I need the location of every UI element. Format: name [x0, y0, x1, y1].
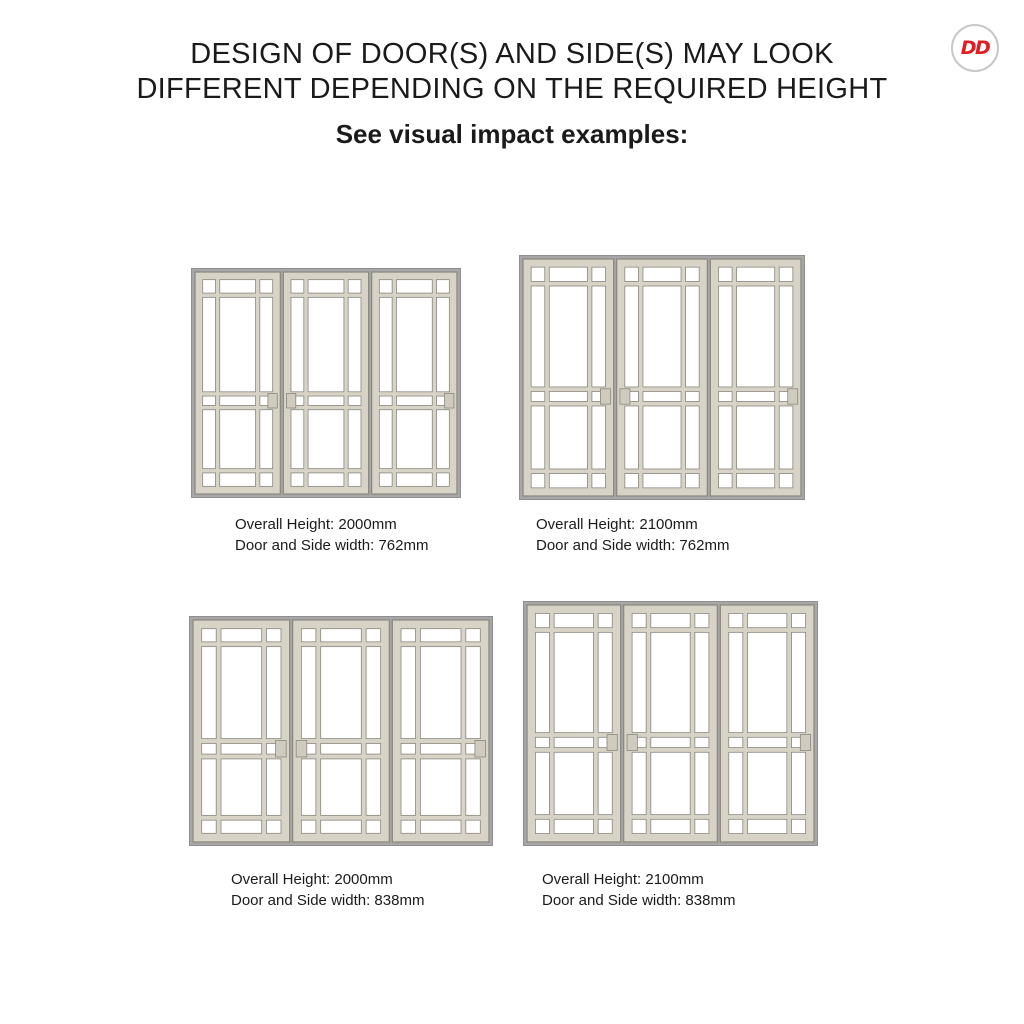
glass-pane: [301, 647, 316, 739]
glass-pane: [221, 647, 262, 739]
glass-pane: [729, 737, 743, 747]
glass-pane: [437, 297, 450, 391]
example-4-illustration: [523, 601, 818, 846]
glass-pane: [531, 474, 545, 488]
glass-pane: [203, 473, 216, 486]
glass-pane: [379, 280, 392, 293]
glass-pane: [348, 410, 361, 469]
glass-pane: [592, 286, 606, 387]
glass-pane: [437, 280, 450, 293]
glass-pane: [266, 647, 281, 739]
glass-pane: [779, 267, 793, 281]
glass-pane: [301, 820, 316, 833]
glass-pane: [202, 759, 217, 815]
glass-pane: [396, 280, 432, 293]
glass-pane: [348, 280, 361, 293]
glass-pane: [308, 396, 344, 405]
glass-pane: [366, 629, 381, 642]
glass-pane: [221, 743, 262, 754]
glass-pane: [643, 474, 681, 488]
glass-pane: [401, 743, 416, 754]
glass-pane: [792, 613, 806, 627]
example-1-overall-height: Overall Height: 2000mm: [235, 516, 397, 533]
glass-pane: [686, 474, 700, 488]
glass-pane: [466, 647, 481, 739]
example-4-caption: [542, 869, 735, 911]
glass-pane: [643, 391, 681, 401]
example-2-illustration: [519, 255, 805, 500]
glass-pane: [718, 286, 732, 387]
glass-pane: [260, 473, 273, 486]
glass-pane: [466, 759, 481, 815]
example-3-caption: [231, 869, 424, 911]
glass-pane: [420, 629, 461, 642]
handle-block: [286, 394, 295, 409]
glass-pane: [203, 410, 216, 469]
glass-pane: [420, 820, 461, 833]
glass-pane: [779, 406, 793, 469]
glass-pane: [202, 647, 217, 739]
glass-pane: [592, 406, 606, 469]
glass-pane: [437, 473, 450, 486]
glass-pane: [321, 629, 362, 642]
glass-pane: [643, 267, 681, 281]
glass-pane: [549, 474, 587, 488]
glass-pane: [321, 647, 362, 739]
glass-pane: [531, 406, 545, 469]
glass-pane: [554, 613, 593, 627]
glass-pane: [695, 819, 709, 833]
glass-pane: [686, 406, 700, 469]
glass-pane: [301, 759, 316, 815]
glass-pane: [379, 297, 392, 391]
glass-pane: [747, 632, 786, 732]
glass-pane: [291, 297, 304, 391]
glass-pane: [321, 759, 362, 815]
glass-pane: [220, 297, 256, 391]
glass-pane: [202, 629, 217, 642]
glass-pane: [737, 406, 775, 469]
heading-line-1: DESIGN OF DOOR(S) AND SIDE(S) MAY LOOK: [190, 38, 834, 70]
example-2-overall-height: Overall Height: 2100mm: [536, 516, 698, 533]
glass-pane: [549, 406, 587, 469]
glass-pane: [651, 819, 690, 833]
heading-line-2: DIFFERENT DEPENDING ON THE REQUIRED HEIGHT: [136, 73, 888, 105]
handle-block: [607, 734, 617, 750]
glass-pane: [531, 391, 545, 401]
glass-pane: [632, 752, 646, 814]
glass-pane: [203, 297, 216, 391]
glass-pane: [554, 632, 593, 732]
glass-pane: [266, 759, 281, 815]
glass-pane: [737, 267, 775, 281]
glass-pane: [203, 396, 216, 405]
glass-pane: [203, 280, 216, 293]
example-1-caption: [235, 514, 428, 556]
glass-pane: [792, 752, 806, 814]
glass-pane: [729, 613, 743, 627]
glass-pane: [592, 267, 606, 281]
glass-pane: [401, 629, 416, 642]
glass-pane: [718, 267, 732, 281]
glass-pane: [535, 819, 549, 833]
glass-pane: [221, 629, 262, 642]
glass-pane: [266, 820, 281, 833]
glass-pane: [202, 743, 217, 754]
glass-pane: [686, 286, 700, 387]
glass-pane: [308, 410, 344, 469]
glass-pane: [466, 820, 481, 833]
example-4-door-set: [523, 601, 818, 846]
glass-pane: [625, 286, 639, 387]
glass-pane: [598, 819, 612, 833]
glass-pane: [220, 280, 256, 293]
glass-pane: [643, 406, 681, 469]
glass-pane: [348, 396, 361, 405]
glass-pane: [535, 752, 549, 814]
glass-pane: [632, 613, 646, 627]
glass-pane: [729, 752, 743, 814]
example-2-door-set: [519, 255, 805, 500]
glass-pane: [321, 743, 362, 754]
glass-pane: [535, 613, 549, 627]
example-2-caption: [536, 514, 729, 556]
handle-block: [445, 394, 454, 409]
glass-pane: [420, 647, 461, 739]
example-3-door-set: [189, 616, 493, 846]
glass-pane: [747, 752, 786, 814]
glass-pane: [401, 647, 416, 739]
glass-pane: [379, 473, 392, 486]
glass-pane: [308, 280, 344, 293]
glass-pane: [598, 613, 612, 627]
glass-pane: [625, 267, 639, 281]
glass-pane: [549, 267, 587, 281]
glass-pane: [260, 297, 273, 391]
glass-pane: [554, 819, 593, 833]
glass-pane: [779, 286, 793, 387]
glass-pane: [291, 473, 304, 486]
example-3-width: Door and Side width: 838mm: [231, 892, 425, 909]
brand-logo-text: DD: [960, 37, 990, 59]
glass-pane: [348, 297, 361, 391]
example-3-illustration: [189, 616, 493, 846]
glass-pane: [554, 737, 593, 747]
glass-pane: [366, 743, 381, 754]
glass-pane: [308, 297, 344, 391]
glass-pane: [396, 396, 432, 405]
glass-pane: [651, 737, 690, 747]
glass-pane: [291, 410, 304, 469]
handle-block: [788, 389, 798, 404]
glass-pane: [549, 391, 587, 401]
glass-pane: [266, 629, 281, 642]
glass-pane: [401, 820, 416, 833]
glass-pane: [348, 473, 361, 486]
glass-pane: [686, 391, 700, 401]
example-3-overall-height: Overall Height: 2000mm: [231, 871, 393, 888]
example-4-width: Door and Side width: 838mm: [542, 892, 736, 909]
glass-pane: [321, 820, 362, 833]
example-1-illustration: [191, 268, 461, 498]
glass-pane: [260, 410, 273, 469]
glass-pane: [737, 391, 775, 401]
glass-pane: [420, 743, 461, 754]
handle-block: [600, 389, 610, 404]
glass-pane: [718, 406, 732, 469]
glass-pane: [695, 632, 709, 732]
glass-pane: [729, 632, 743, 732]
glass-pane: [737, 474, 775, 488]
glass-pane: [366, 647, 381, 739]
glass-pane: [592, 474, 606, 488]
glass-pane: [466, 629, 481, 642]
glass-pane: [379, 396, 392, 405]
glass-pane: [396, 410, 432, 469]
glass-pane: [643, 286, 681, 387]
glass-pane: [747, 819, 786, 833]
glass-pane: [220, 473, 256, 486]
glass-pane: [202, 820, 217, 833]
glass-pane: [737, 286, 775, 387]
handle-block: [800, 734, 810, 750]
glass-pane: [554, 752, 593, 814]
glass-pane: [695, 737, 709, 747]
glass-pane: [221, 759, 262, 815]
handle-block: [296, 741, 307, 757]
glass-pane: [651, 632, 690, 732]
handle-block: [475, 741, 486, 757]
handle-block: [627, 734, 637, 750]
glass-pane: [718, 474, 732, 488]
example-1-door-set: [191, 268, 461, 498]
glass-pane: [396, 473, 432, 486]
glass-pane: [598, 752, 612, 814]
glass-pane: [625, 406, 639, 469]
glass-pane: [437, 410, 450, 469]
glass-pane: [695, 613, 709, 627]
subheading: See visual impact examples:: [335, 119, 689, 149]
glass-pane: [792, 819, 806, 833]
glass-pane: [718, 391, 732, 401]
glass-pane: [260, 280, 273, 293]
glass-pane: [396, 297, 432, 391]
example-2-width: Door and Side width: 762mm: [536, 537, 730, 554]
glass-pane: [221, 820, 262, 833]
glass-pane: [220, 410, 256, 469]
glass-pane: [379, 410, 392, 469]
handle-block: [276, 741, 287, 757]
glass-pane: [535, 632, 549, 732]
glass-pane: [420, 759, 461, 815]
glass-pane: [686, 267, 700, 281]
glass-pane: [531, 286, 545, 387]
glass-pane: [535, 737, 549, 747]
glass-pane: [301, 629, 316, 642]
glass-pane: [729, 819, 743, 833]
glass-pane: [598, 632, 612, 732]
glass-pane: [220, 396, 256, 405]
glass-pane: [549, 286, 587, 387]
glass-pane: [747, 613, 786, 627]
example-1-width: Door and Side width: 762mm: [235, 537, 429, 554]
glass-pane: [651, 613, 690, 627]
glass-pane: [695, 752, 709, 814]
glass-pane: [779, 474, 793, 488]
glass-pane: [792, 632, 806, 732]
glass-pane: [291, 280, 304, 293]
handle-block: [620, 389, 630, 404]
glass-pane: [651, 752, 690, 814]
handle-block: [268, 394, 277, 409]
glass-pane: [366, 820, 381, 833]
example-4-overall-height: Overall Height: 2100mm: [542, 871, 704, 888]
glass-pane: [632, 632, 646, 732]
glass-pane: [747, 737, 786, 747]
glass-pane: [308, 473, 344, 486]
glass-pane: [366, 759, 381, 815]
glass-pane: [632, 819, 646, 833]
glass-pane: [401, 759, 416, 815]
brand-logo: [951, 24, 999, 72]
glass-pane: [625, 474, 639, 488]
glass-pane: [531, 267, 545, 281]
